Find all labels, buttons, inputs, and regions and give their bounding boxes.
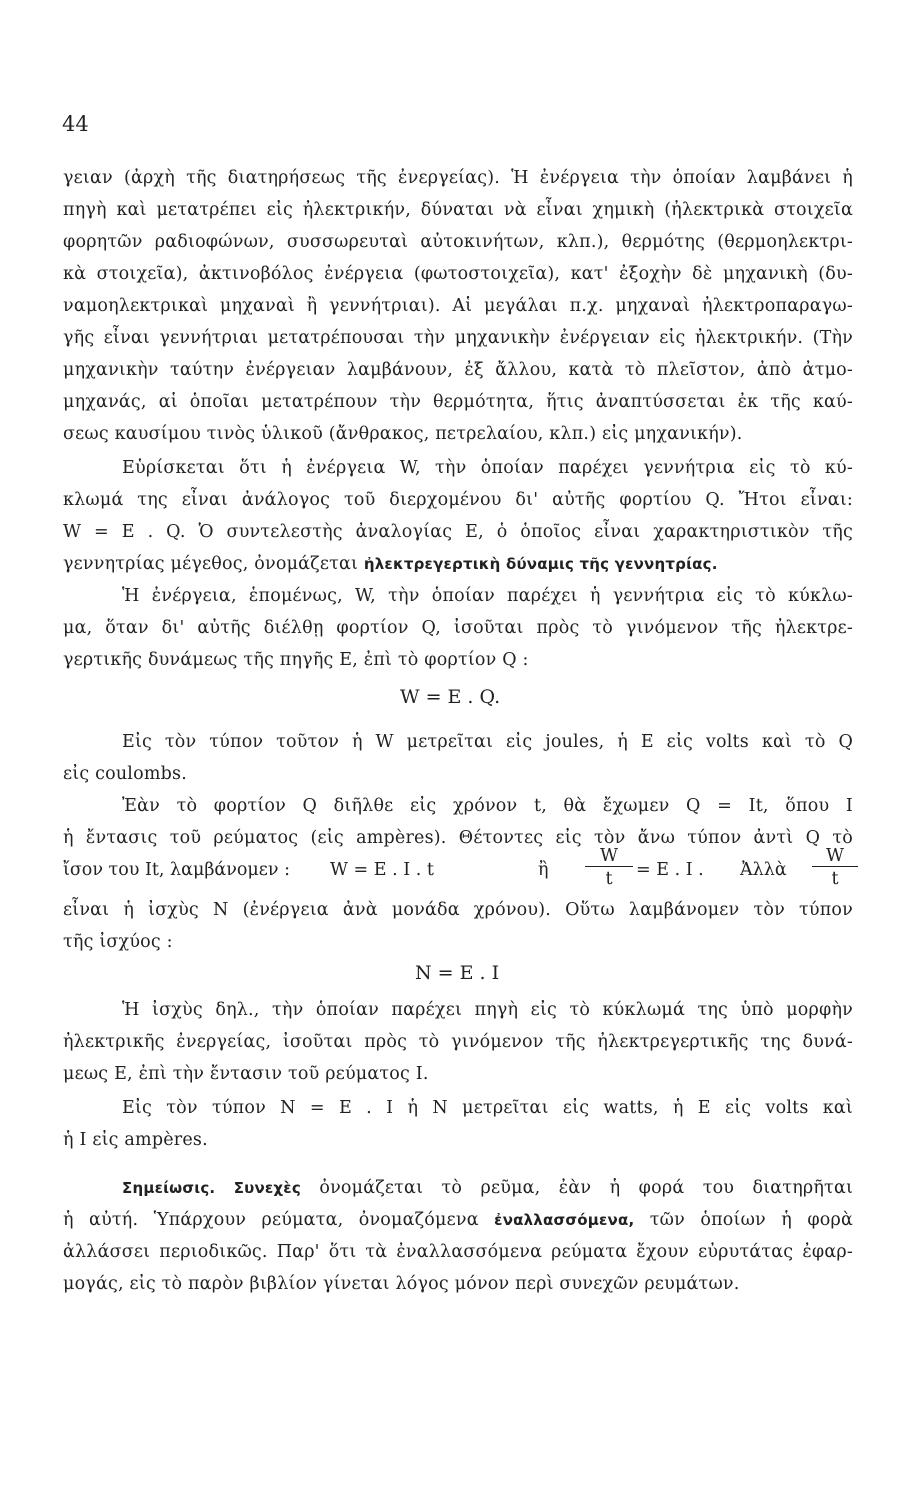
formula-segment: = E . I .: [636, 860, 704, 880]
note-line: μογάς, εἰς τὸ παρὸν βιβλίον γίνεται λόγος μόνον περὶ συνεχῶν ρευμάτων.: [63, 1274, 740, 1294]
text-line: ἡ I εἰς ampères.: [63, 1130, 208, 1150]
fraction: [585, 846, 633, 889]
formula-segment: W = E . I . t: [330, 860, 434, 880]
text-line: γῆς εἶναι γεννήτριαι μετατρέπουσαι τὴν μηχανικὴν ἐνέργειαν εἰς ἠλεκτρικήν. (Τὴν: [63, 328, 853, 348]
fraction-numerator: W: [826, 846, 844, 866]
text-line: μηχανικὴν ταύτην ἐνέργειαν λαμβάνουν, ἐξ ἄλλου, κατὰ τὸ πλεῖστον, ἀπὸ ἀτμο-: [63, 360, 853, 380]
text-line: Εὑρίσκεται ὅτι ἡ ἐνέργεια W, τὴν ὁποίαν παρέχει γεννήτρια εἰς τὸ κύ-: [122, 458, 853, 478]
text-line: κὰ στοιχεῖα), ἀκτινοβόλος ἐνέργεια (φωτοστοιχεῖα), κατ' ἐξοχὴν δὲ μηχανικὴ (δυ-: [63, 264, 853, 284]
text-segment: Ἀλλὰ: [740, 860, 787, 880]
text-segment: ἢ: [538, 860, 549, 880]
formula: W = E . Q.: [400, 686, 501, 708]
text-line: μεως E, ἐπὶ τὴν ἔντασιν τοῦ ρεύματος I.: [63, 1064, 429, 1084]
text-segment: γεννητρίας μέγεθος, ὀνομάζεται: [63, 554, 359, 574]
note-line: [63, 1210, 853, 1230]
note-line: [122, 1178, 853, 1198]
text-line: εἰς coulombs.: [63, 764, 187, 784]
text-line: ναμοηλεκτρικαὶ μηχαναὶ ἢ γεννήτριαι). Αἱ μεγάλαι π.χ. μηχαναὶ ἠλεκτροπαραγω-: [63, 296, 853, 316]
text-line: [63, 554, 718, 574]
text-line: Εἰς τὸν τύπον τοῦτον ἡ W μετρεῖται εἰς joules, ἡ E εἰς volts καὶ τὸ Q: [122, 732, 853, 752]
text-line: τῆς ἰσχύος :: [63, 932, 173, 952]
fraction-denominator: t: [831, 869, 839, 889]
note-line: ἀλλάσσει περιοδικῶς. Παρ' ὅτι τὰ ἐναλλασσόμενα ρεύματα ἔχουν εὐρυτάτας ἐφαρ-: [63, 1242, 853, 1262]
text-line: Ἐὰν τὸ φορτίον Q διῆλθε εἰς χρόνον t, θὰ ἔχωμεν Q = It, ὅπου I: [122, 796, 853, 816]
fraction: [812, 846, 858, 889]
bold-term: ἠλεκτρεγερτικὴ δύναμις τῆς γεννητρίας.: [363, 555, 718, 573]
text-line: Εἰς τὸν τύπον N = E . I ἡ N μετρεῖται εἰς watts, ἡ E εἰς volts καὶ: [122, 1098, 853, 1118]
text-line: ἡ ἔντασις τοῦ ρεύματος (εἰς ampères). Θέτοντες εἰς τὸν ἄνω τύπον ἀντὶ Q τὸ: [63, 828, 853, 848]
bold-term: ἐναλλασσόμενα,: [494, 1211, 635, 1229]
bold-term: Συνεχὲς: [233, 1179, 301, 1197]
page-number: 44: [62, 112, 89, 136]
formula: N = E . I: [415, 962, 500, 984]
text-line: μα, ὅταν δι' αὐτῆς διέλθῃ φορτίον Q, ἰσοῦται πρὸς τὸ γινόμενον τῆς ἠλεκτρε-: [63, 618, 853, 638]
text-line: Ἡ ἰσχὺς δηλ., τὴν ὁποίαν παρέχει πηγὴ εἰς τὸ κύκλωμά της ὑπὸ μορφὴν: [122, 1000, 853, 1020]
text-line: Ἡ ἐνέργεια, ἑπομένως, W, τὴν ὁποίαν παρέχει ἡ γεννήτρια εἰς τὸ κύκλω-: [122, 586, 853, 606]
text-line: γερτικῆς δυνάμεως τῆς πηγῆς E, ἐπὶ τὸ φορτίον Q :: [63, 650, 529, 670]
text-line: ἠλεκτρικῆς ἐνεργείας, ἰσοῦται πρὸς τὸ γινόμενον τῆς ἠλεκτρεγερτικῆς της δυνά-: [63, 1032, 853, 1052]
text-segment: ἡ αὐτή. Ὑπάρχουν ρεύματα, ὀνομαζόμενα: [63, 1210, 479, 1230]
note-label: Σημείωσις.: [122, 1179, 216, 1197]
text-line: φορητῶν ραδιοφώνων, συσσωρευταὶ αὐτοκινήτων, κλπ.), θερμότης (θερμοηλεκτρι-: [63, 232, 853, 252]
text-line: κλωμά της εἶναι ἀνάλογος τοῦ διερχομένου δι' αὐτῆς φορτίου Q. Ἤτοι εἶναι:: [63, 490, 853, 510]
text-line: W = E . Q. Ὁ συντελεστὴς ἀναλογίας E, ὁ ὁποῖος εἶναι χαρακτηριστικὸν τῆς: [63, 522, 853, 542]
text-line: πηγὴ καὶ μετατρέπει εἰς ἠλεκτρικήν, δύναται νὰ εἶναι χημικὴ (ἠλεκτρικὰ στοιχεῖα: [63, 200, 853, 220]
text-segment: τῶν ὁποίων ἡ φορὰ: [649, 1210, 854, 1230]
text-line: γειαν (ἀρχὴ τῆς διατηρήσεως τῆς ἐνεργείας). Ἡ ἐνέργεια τὴν ὁποίαν λαμβάνει ἡ: [63, 168, 853, 188]
text-line: σεως καυσίμου τινὸς ὑλικοῦ (ἄνθρακος, πετρελαίου, κλπ.) εἰς μηχανικήν).: [63, 424, 743, 444]
text-segment: ἴσον του It, λαμβάνομεν :: [63, 860, 290, 880]
text-line: εἶναι ἡ ἰσχὺς N (ἐνέργεια ἀνὰ μονάδα χρόνου). Οὕτω λαμβάνομεν τὸν τύπον: [63, 900, 853, 920]
fraction-numerator: W: [600, 846, 618, 866]
fraction-denominator: t: [605, 869, 613, 889]
text-line: μηχανάς, αἱ ὁποῖαι μετατρέπουν τὴν θερμότητα, ἥτις ἀναπτύσσεται ἐκ τῆς καύ-: [63, 392, 853, 412]
text-segment: ὀνομάζεται τὸ ρεῦμα, ἐὰν ἡ φορά του διατηρῆται: [319, 1178, 854, 1198]
